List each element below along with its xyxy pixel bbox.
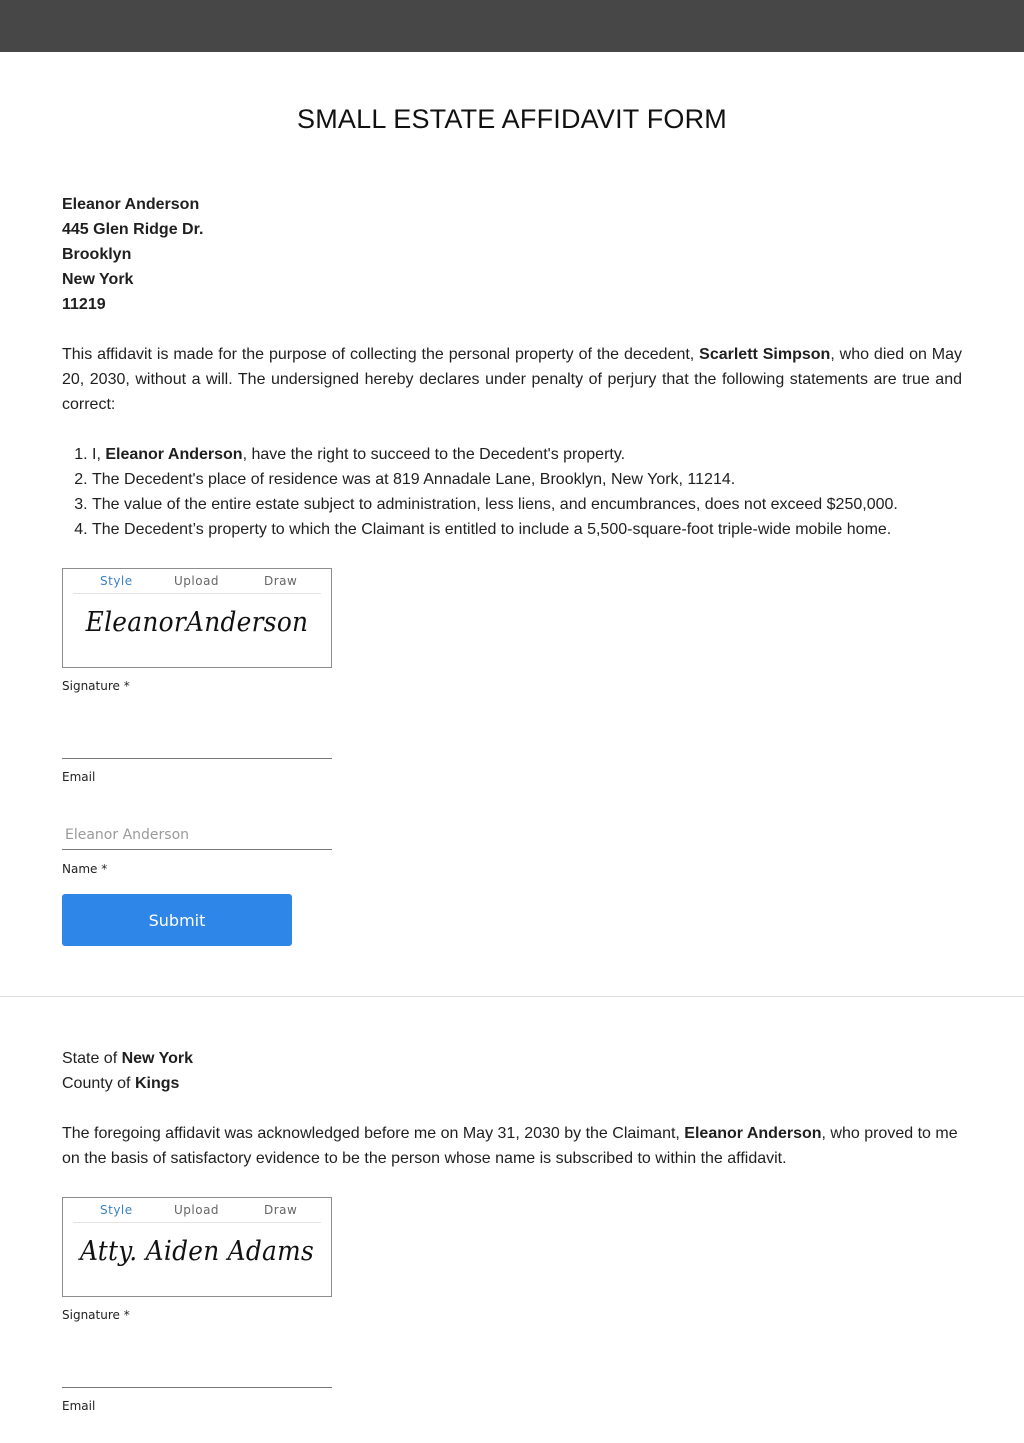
state-line <box>62 1046 962 1071</box>
signature-tabs <box>73 569 321 594</box>
state-value: New York <box>121 1050 194 1067</box>
tab-upload[interactable]: Upload <box>174 1203 220 1217</box>
tab-style[interactable]: Style <box>100 1203 133 1217</box>
address-state: New York <box>62 271 134 288</box>
county-prefix: County of <box>62 1075 135 1092</box>
notary-signature-pad[interactable] <box>62 1197 332 1297</box>
tab-upload[interactable]: Upload <box>174 574 220 588</box>
intro-text-before: This affidavit is made for the purpose of collecting the personal property of the decedent, <box>62 346 700 363</box>
ack-claimant-name: Eleanor Anderson <box>684 1125 822 1142</box>
decedent-name: Scarlett Simpson <box>699 346 831 363</box>
tab-draw[interactable]: Draw <box>264 1203 298 1217</box>
statement-item <box>92 442 962 467</box>
section-divider <box>0 996 1024 997</box>
top-bar <box>0 0 1024 52</box>
statements-list <box>62 442 962 542</box>
notary-email-label: Email <box>62 1399 96 1413</box>
email-input[interactable] <box>62 758 332 759</box>
statement-item: 2. The Decedent's place of residence was at 819 Annadale Lane, Brooklyn, New York, 11214. <box>92 467 962 492</box>
address-name: Eleanor Anderson <box>62 196 200 213</box>
acknowledgment-paragraph <box>62 1121 962 1171</box>
notary-venue <box>62 1046 962 1096</box>
state-prefix: State of <box>62 1050 122 1067</box>
signature-preview: Atty. Aiden Adams <box>79 1236 315 1267</box>
signature-tabs <box>73 1198 321 1223</box>
name-input[interactable] <box>62 820 332 850</box>
intro-text-after: , who died on May 20, 2030, without a will. The undersigned hereby declares under penalty of perjury that the following statements are true and correct: <box>62 346 963 413</box>
notary-email-input[interactable] <box>62 1387 332 1388</box>
claimant-address <box>62 192 962 317</box>
statement-item: 3. The value of the entire estate subject to administration, less liens, and encumbrances, does not exceed $250,000. <box>92 492 962 517</box>
statement-1-after: , have the right to succeed to the Decedent's property. <box>242 446 626 463</box>
county-line <box>62 1071 962 1096</box>
statement-item: 4. The Decedent’s property to which the Claimant is entitled to include a 5,500-square-foot triple-wide mobile home. <box>92 517 962 542</box>
tab-draw[interactable]: Draw <box>264 574 298 588</box>
page-title: SMALL ESTATE AFFIDAVIT FORM <box>297 104 727 134</box>
ack-text-before: The foregoing affidavit was acknowledged before me on May 31, 2030 by the Claimant, <box>62 1125 685 1142</box>
submit-button[interactable]: Submit <box>62 894 292 946</box>
notary-signature-label: Signature * <box>62 1308 130 1322</box>
name-label: Name * <box>62 862 108 876</box>
claimant-name: Eleanor Anderson <box>105 446 243 463</box>
signature-pad[interactable] <box>62 568 332 668</box>
ack-text-after: , who proved to me on the basis of satisfactory evidence to be the person whose name is subscribed to within the affidavit. <box>62 1125 958 1167</box>
address-street: 445 Glen Ridge Dr. <box>62 221 204 238</box>
signature-preview: EleanorAnderson <box>85 607 309 638</box>
signature-label: Signature * <box>62 679 130 693</box>
tab-style[interactable]: Style <box>100 574 133 588</box>
email-label: Email <box>62 770 96 784</box>
address-zip: 11219 <box>62 296 106 313</box>
address-city: Brooklyn <box>62 246 132 263</box>
intro-paragraph <box>62 342 962 417</box>
statement-1-before: I, <box>92 446 106 463</box>
county-value: Kings <box>134 1075 180 1092</box>
